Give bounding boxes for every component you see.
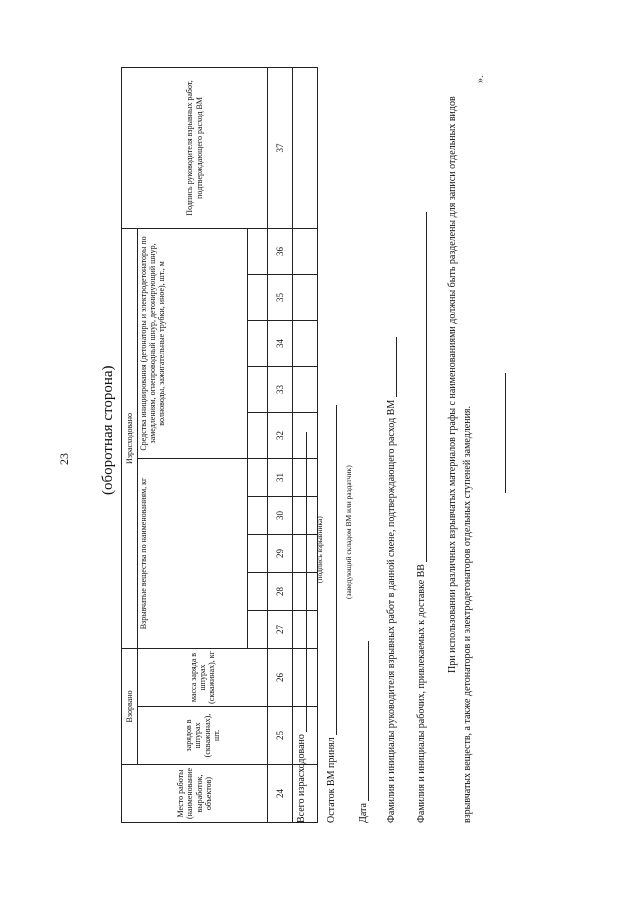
column-number: 31 [268,458,293,496]
column-number: 36 [268,228,293,274]
sub-cell [248,366,268,412]
column-number: 34 [268,320,293,366]
entry-cell[interactable] [293,320,318,366]
column-number: 32 [268,412,293,458]
column-number: 35 [268,274,293,320]
date-row [358,641,369,823]
column-number: 30 [268,496,293,534]
workers-name-line[interactable] [426,212,427,562]
entry-cell[interactable] [293,67,318,228]
workers-name-row [416,212,427,823]
date-label: Дата [358,803,369,823]
footnote-line-2: взрывчатых веществ, а также детонаторов и электродетонаторов отдельных ступеней замедления. [462,405,473,823]
header-charge-mass: масса заряда в шпурах (скважинах), кг [138,648,268,706]
column-number: 29 [268,534,293,572]
blaster-signature-hint: (подпись взрывника) [315,516,324,583]
column-number: 24 [268,765,293,823]
column-number: 28 [268,572,293,610]
column-number: 37 [268,67,293,228]
entry-cell[interactable] [293,228,318,274]
sub-cell [248,412,268,458]
bottom-rule [505,373,506,493]
header-place: Место работы (наименование выработок, объектов) [122,765,268,823]
total-spent-line[interactable] [306,432,307,732]
footnote [445,33,475,823]
column-number: 33 [268,366,293,412]
column-number: 25 [268,707,293,765]
sub-cell [248,496,268,534]
header-signature: Подпись руководителя взрывных работ, подтверждающего расход ВМ [122,67,268,228]
page-number: 23 [57,453,71,465]
header-charges: зарядов в шпурах (скважинах), шт. [138,707,268,765]
header-spent: Израсходовано [122,228,138,648]
remainder-row [326,405,337,823]
explosives-log-table [121,67,318,823]
date-line[interactable] [368,641,369,801]
column-number: 26 [268,648,293,706]
head-name-line[interactable] [396,337,397,397]
header-initiators: Средства инициирования (детонаторы и электродетонаторы по замедлениям, огнепроводный шнур, детонирующий шнур, волноводы, зажигательные трубки, иное), шт., м [138,228,248,458]
total-spent-label: Всего израсходовано [296,734,307,823]
head-name-row [386,337,397,823]
side-title: (оборотная сторона) [100,365,116,495]
header-blasted: Взорвано [122,648,138,764]
sub-cell [248,534,268,572]
remainder-label: Остаток ВМ принял [326,737,337,823]
total-spent-row [296,432,307,823]
header-explosives: Взрывчатые вещества по наименованиям, кг [138,458,248,648]
sub-cell [248,320,268,366]
closing-quote: ». [475,75,486,83]
entry-cell[interactable] [293,366,318,412]
column-number: 27 [268,610,293,648]
remainder-line[interactable] [336,405,337,735]
sub-cell [248,274,268,320]
sub-cell [248,572,268,610]
workers-name-label: Фамилия и инициалы рабочих, привлекаемых к доставке ВВ [416,564,427,823]
column-number-row [268,67,293,822]
footnote-line-1: При использовании различных взрывчатых материалов графы с наименованиями должны быть разделены для записи отдельных видов [447,96,458,673]
sub-cell [248,458,268,496]
head-name-label: Фамилия и инициалы руководителя взрывных работ в данной смене, подтверждающего расход ВМ [386,399,397,823]
entry-cell[interactable] [293,274,318,320]
sub-cell [248,610,268,648]
sub-cell [248,228,268,274]
store-keeper-hint: (заведующий складом ВМ или раздатчик) [344,465,353,599]
